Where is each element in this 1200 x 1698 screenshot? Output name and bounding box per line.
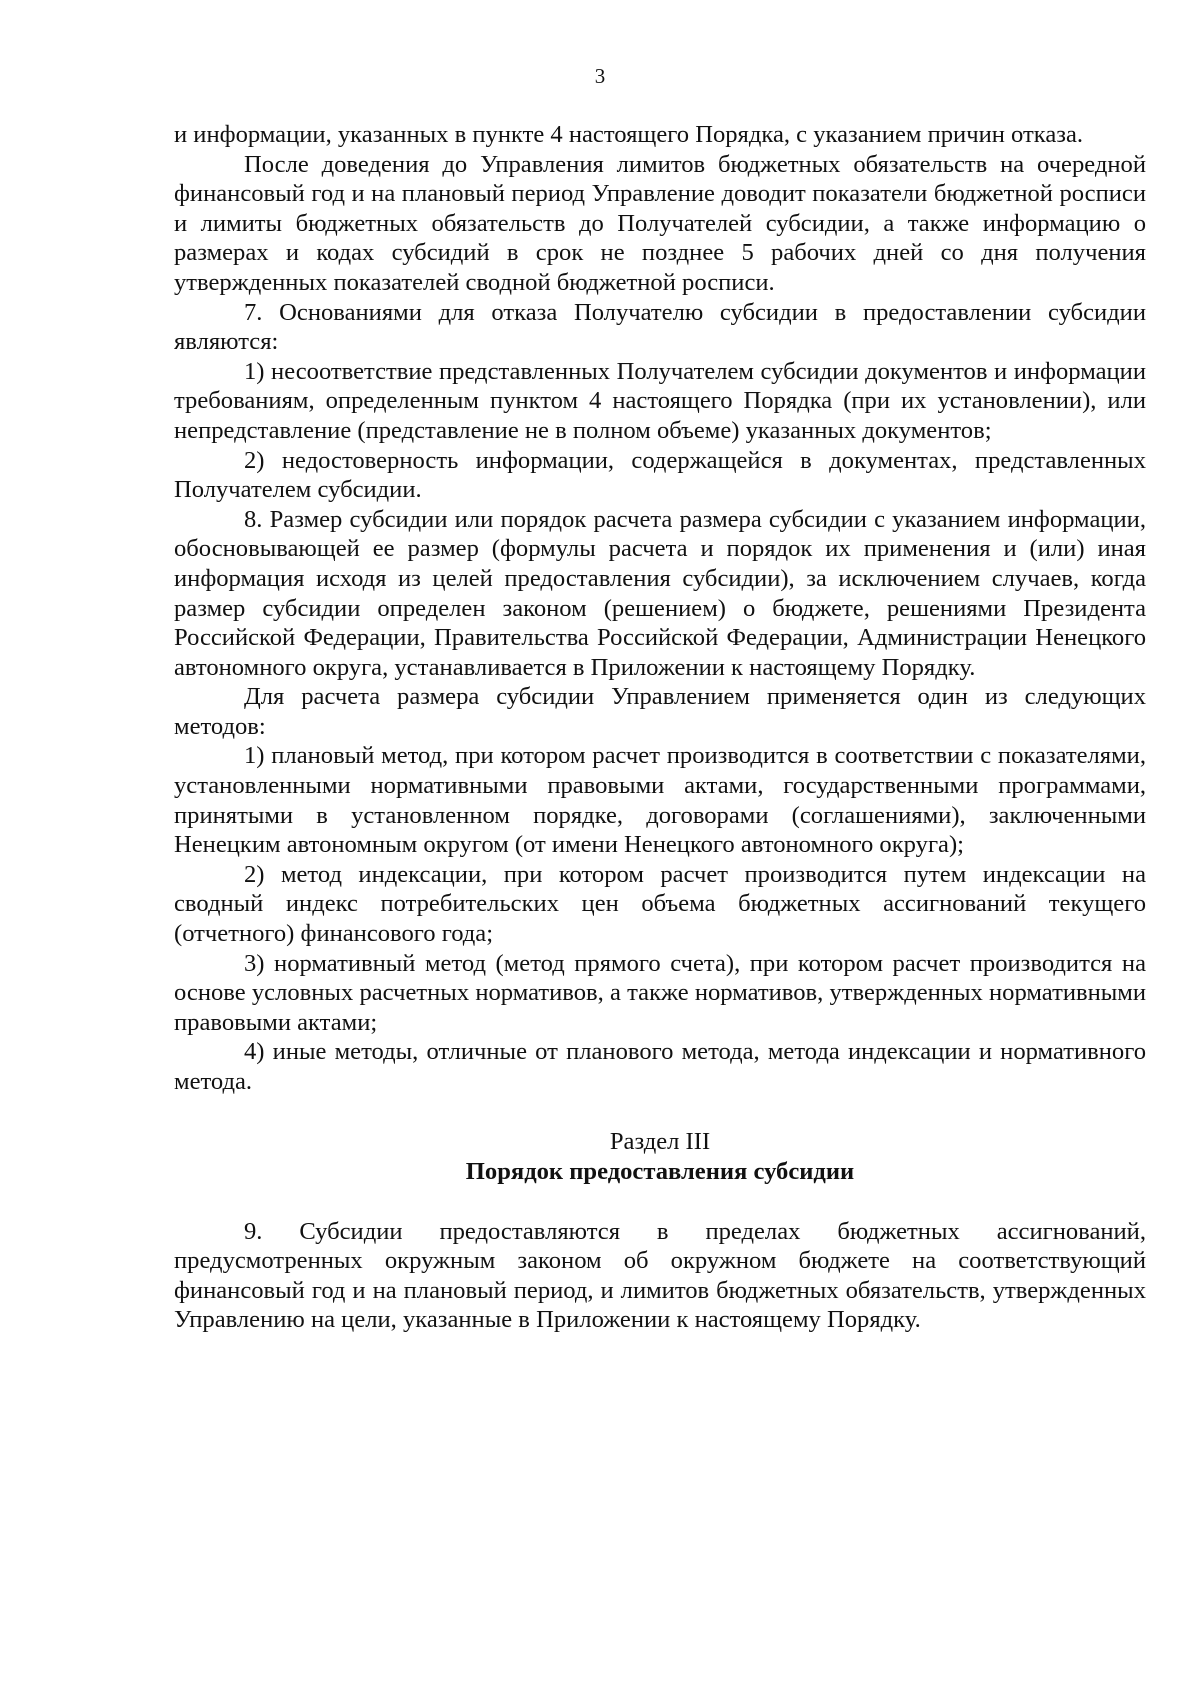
paragraph: 1) несоответствие представленных Получателем субсидии документов и информации требованиям, определенным пунктом 4 настоящего Порядка (при их установлении), или непредставление (представление не в полном объеме) указанных документов;	[174, 357, 1146, 444]
paragraphs-before-section	[174, 120, 1146, 1097]
page-number: 3	[594, 64, 606, 88]
paragraph: После доведения до Управления лимитов бюджетных обязательств на очередной финансовый год и на плановый период Управление доводит показатели бюджетной росписи и лимиты бюджетных обязательств до Получателей субсидии, а также информацию о размерах и кодах субсидий в срок не позднее 5 рабочих дней со дня получения утвержденных показателей сводной бюджетной росписи.	[174, 150, 1146, 296]
paragraph: Для расчета размера субсидии Управлением применяется один из следующих методов:	[174, 683, 1146, 740]
document-body	[174, 120, 1146, 1335]
paragraph: 7. Основаниями для отказа Получателю субсидии в предоставлении субсидии являются:	[174, 298, 1146, 356]
section-label: Раздел III	[609, 1127, 711, 1155]
paragraph: 2) недостоверность информации, содержащейся в документах, представленных Получателем субсидии.	[174, 446, 1146, 504]
paragraph: 8. Размер субсидии или порядок расчета размера субсидии с указанием информации, обосновывающей ее размер (формулы расчета и порядок их применения и (или) иная информация исходя из целей предоставления субсидии), за исключением случаев, когда размер субсидии определен законом (решением) о бюджете, решениями Президента Российской Федерации, Правительства Российской Федерации, Администрации Ненецкого автономного округа, устанавливается в Приложении к настоящему Порядку.	[174, 505, 1146, 681]
paragraph: 3) нормативный метод (метод прямого счета), при котором расчет производится на основе условных расчетных нормативов, а также нормативов, утвержденных нормативными правовыми актами;	[174, 949, 1146, 1036]
paragraphs-after-section	[174, 1217, 1146, 1335]
section-heading	[174, 1127, 1146, 1187]
paragraph: 9. Субсидии предоставляются в пределах бюджетных ассигнований, предусмотренных окружным законом об окружном бюджете на соответствующий финансовый год и на плановый период, и лимитов бюджетных обязательств, утвержденных Управлению на цели, указанные в Приложении к настоящему Порядку.	[174, 1217, 1146, 1334]
paragraph: 2) метод индексации, при котором расчет производится путем индексации на сводный индекс потребительских цен объема бюджетных ассигнований текущего (отчетного) финансового года;	[174, 860, 1146, 948]
paragraph: 1) плановый метод, при котором расчет производится в соответствии с показателями, установленными нормативными правовыми актами, государственными программами, принятыми в установленном порядке, договорами (соглашениями), заключенными Ненецким автономным округом (от имени Ненецкого автономного округа);	[174, 742, 1146, 859]
paragraph: и информации, указанных в пункте 4 настоящего Порядка, с указанием причин отказа.	[174, 121, 1084, 148]
paragraph: 4) иные методы, отличные от планового метода, метода индексации и нормативного метода.	[174, 1038, 1146, 1095]
section-title: Порядок предоставления субсидии	[465, 1157, 855, 1185]
